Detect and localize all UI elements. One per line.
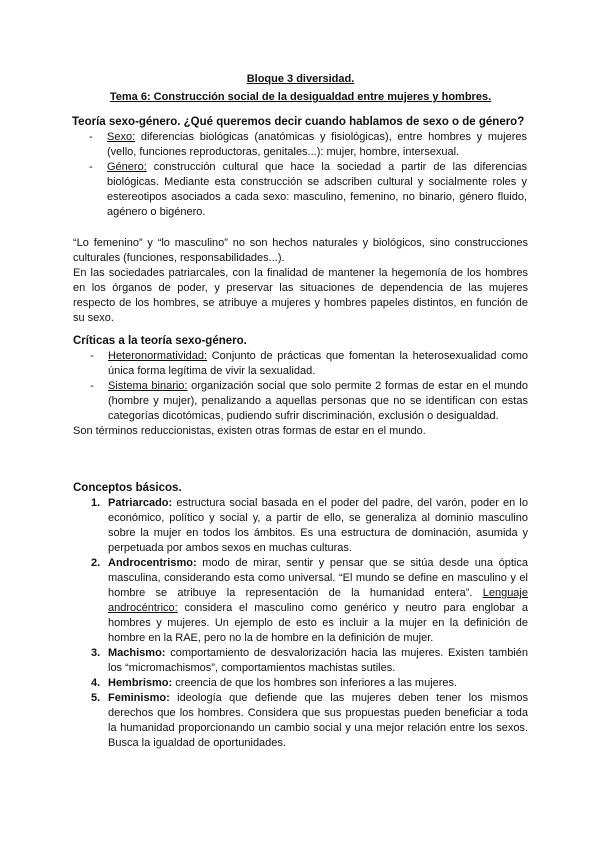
- list-item: - Sistema binario: organización social que solo permite 2 formas de estar en el mundo (hombre y mujer), penalizando a aquellas personas que no se identifican con estas categorías dicotómicas, pudiendo sufrir discriminación, exclusión o desigualdad.: [90, 380, 528, 422]
- item-number: 3.: [91, 647, 101, 659]
- list-item: - Sexo: diferencias biológicas (anatómicas y fisiológicas), entre hombres y mujeres (vello, funciones reproductoras, genitales...): mujer, hombre, intersexual.: [89, 131, 527, 158]
- section-sexo-genero: [72, 115, 542, 220]
- term-label: Machismo:: [108, 647, 166, 659]
- section-criticas: [73, 334, 528, 439]
- item-number: 2.: [91, 557, 101, 569]
- list-item: [73, 691, 528, 751]
- list-item: [73, 556, 528, 646]
- section-heading: Teoría sexo-género. ¿Qué queremos decir cuando hablamos de sexo o de género?: [72, 116, 525, 128]
- term-label: Feminismo:: [108, 692, 170, 704]
- term-text: construcción cultural que hace la sociedad a partir de las diferencias biológicas. Mediante esta construcción se adscriben cultural y socialmente roles y estereotipos asociados a cada sexo: masculino, femenino, no binario, género fluido, agénero o bigénero.: [107, 161, 527, 218]
- item-number: 4.: [91, 677, 101, 689]
- term-label: Heteronormatividad:: [108, 350, 208, 362]
- section-heading: Críticas a la teoría sexo-género.: [73, 335, 247, 347]
- list-item: [73, 676, 528, 691]
- term-label: Patriarcado:: [108, 497, 173, 509]
- document-subtitle: Tema 6: Construcción social de la desigualdad entre mujeres y hombres.: [109, 91, 492, 103]
- list-item: [73, 496, 528, 556]
- sub-term-label: Lenguaje androcéntrico:: [108, 587, 528, 614]
- term-label: Sexo:: [107, 131, 136, 143]
- paragraph: Son términos reduccionistas, existen otras formas de estar en el mundo.: [73, 425, 426, 437]
- term-text: Conjunto de prácticas que fomentan la heterosexualidad como única forma legítima de vivir la sexualidad.: [108, 350, 528, 377]
- list-item: - Heteronormatividad: Conjunto de prácticas que fomentan la heterosexualidad como única forma legítima de vivir la sexualidad.: [90, 350, 528, 377]
- term-text: modo de mirar, sentir y pensar que se sitúa desde una óptica masculina, considerando esta como universal. “El mundo se define en masculino y el hombre se atribuye la representación de la humanidad entera”.: [108, 557, 528, 599]
- term-text: ideología que defiende que las mujeres deben tener los mismos derechos que los hombres. Considera que sus propuestas pueden beneficiar a toda la humanidad proporcionando un cambio social y una mejor relación entre los sexos. Busca la igualdad de oportunidades.: [108, 692, 528, 749]
- term-label: Sistema binario:: [108, 380, 188, 392]
- item-number: 1.: [91, 497, 101, 509]
- item-number: 5.: [91, 692, 101, 704]
- list-item: [73, 646, 528, 676]
- paragraphs-1: [73, 236, 528, 326]
- term-text: diferencias biológicas (anatómicas y fisiológicas), entre hombres y mujeres (vello, funciones reproductoras, genitales...): mujer, hombre, intersexual.: [107, 131, 527, 158]
- term-label: Género:: [107, 161, 147, 173]
- term-label: Hembrismo:: [108, 677, 173, 689]
- section-heading: Conceptos básicos.: [73, 482, 182, 494]
- term-label: Androcentrismo:: [108, 557, 197, 569]
- term-text: organización social que solo permite 2 formas de estar en el mundo (hombre y mujer), penalizando a aquellas personas que no se identifican con estas categorías dicotómicas, pudiendo sufrir discriminación, exclusión o desigualdad.: [108, 380, 528, 422]
- list-item: - Género: construcción cultural que hace la sociedad a partir de las diferencias biológicas. Mediante esta construcción se adscriben cultural y socialmente roles y estereotipos asociados a cada sexo: masculino, femenino, no binario, género fluido, agénero o bigénero.: [89, 161, 527, 218]
- document-title: Bloque 3 diversidad.: [246, 73, 355, 85]
- paragraph: “Lo femenino” y “lo masculino” no son hechos naturales y biológicos, sino construcciones culturales (funciones, responsabilidades...).: [73, 237, 528, 264]
- term-text: comportamiento de desvalorización hacia las mujeres. Existen también los “micromachismos”, comportamientos machistas sutiles.: [108, 647, 528, 674]
- sub-term-text: considera el masculino como genérico y neutro para englobar a hombres y mujeres. Un ejemplo de esto es incluir a la mujer en la definición de hombre en la RAE, pero no la de hombre en la definición de mujer.: [108, 602, 528, 644]
- term-text: estructura social basada en el poder del padre, del varón, poder en lo económico, político y social y, a partir de ello, se generaliza al dominio masculino sobre la mujer en todos los ámbitos. Es una estructura de dominación, asumida y perpetuada por ambos sexos en muchas culturas.: [108, 497, 528, 554]
- section-conceptos: [73, 481, 528, 751]
- term-text: creencia de que los hombres son inferiores a las mujeres.: [172, 677, 458, 689]
- paragraph: En las sociedades patriarcales, con la finalidad de mantener la hegemonía de los hombres en los órganos de poder, y preservar las situaciones de dependencia de las mujeres respecto de los hombres, se atribuye a mujeres y hombres papeles distintos, en función de su sexo.: [73, 267, 528, 324]
